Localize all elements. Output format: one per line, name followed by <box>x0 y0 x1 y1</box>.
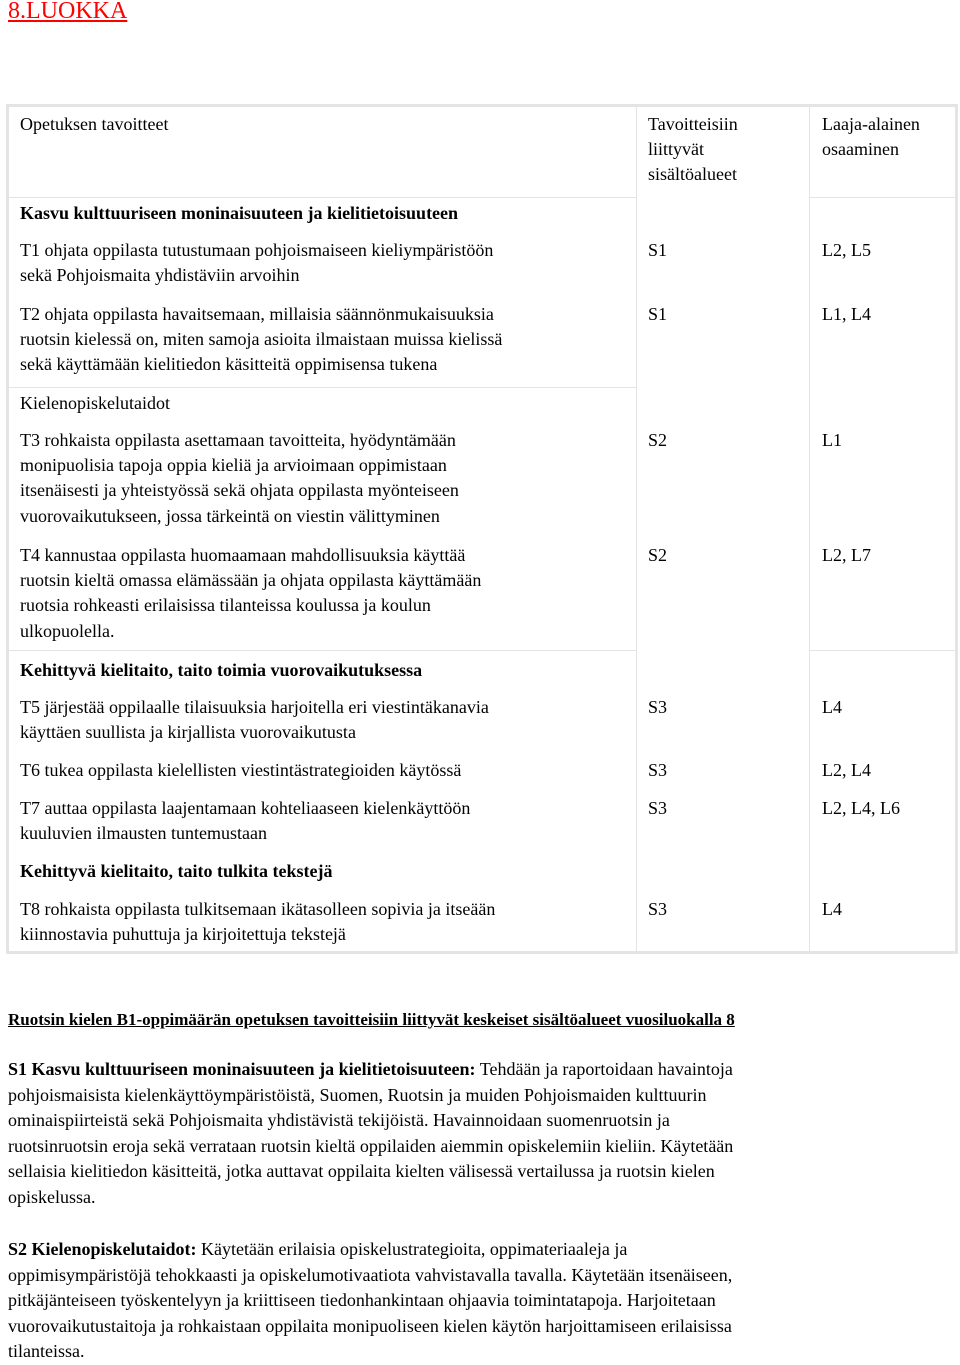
goal-text-line: T1 ohjata oppilasta tutustumaan pohjoismaiseen kieliympäristöön <box>20 240 494 260</box>
row-divider <box>9 387 636 388</box>
goal-text-line: ruotsia rohkeasti erilaisissa tilanteissa koulussa ja koulun <box>20 595 431 615</box>
section-heading-row: Kasvu kulttuuriseen moninaisuuteen ja kielitietoisuuteen <box>20 203 459 223</box>
row-divider <box>9 650 636 651</box>
goal-text-line: vuorovaikutukseen, jossa tärkeintä on viestin välittyminen <box>20 506 440 526</box>
content-area-code: S3 <box>648 899 668 919</box>
row-divider <box>9 197 636 198</box>
competence-codes: L1, L4 <box>822 304 871 324</box>
content-area-code: S1 <box>648 240 668 260</box>
paragraph-line: ominaispiirteistä sekä Pohjoismaita yhdistävistä tekijöistä. Havainnoidaan suomenruotsin ja <box>8 1110 670 1130</box>
column-divider <box>809 107 810 951</box>
paragraph-line: tilanteissa. <box>8 1341 85 1361</box>
paragraph-line: oppimisympäristöjä tehokkaasti ja opiskelumotivaatiota vahvistavalla tavalla. Käytetään itsenäiseen, <box>8 1264 733 1285</box>
goal-text-line: kiinnostavia puhuttuja ja kirjoitettuja tekstejä <box>20 924 346 944</box>
header-content-areas-line: sisältöalueet <box>648 164 737 184</box>
goal-text-line: ruotsin kielessä on, miten samoja asioita ilmaistaan muissa kielissä <box>20 329 503 349</box>
header-content-areas-line: Tavoitteisiin <box>648 114 738 134</box>
row-divider <box>809 650 958 651</box>
goal-text-line: T6 tukea oppilasta kielellisten viestintästrategioiden käytössä <box>20 760 462 780</box>
competence-codes: L4 <box>822 697 842 717</box>
goal-text-line: sekä Pohjoismaita yhdistäviin arvoihin <box>20 265 300 285</box>
competence-codes: L2, L4, L6 <box>822 798 900 818</box>
paragraph-line: vuorovaikutustaitoja ja rohkaistaan oppilaita monipuoliseen kielen käytön harjoittamiseen erilaisissa <box>8 1315 732 1336</box>
section-heading-row: Kehittyvä kielitaito, taito toimia vuorovaikutuksessa <box>20 660 423 680</box>
goal-text-line: T3 rohkaista oppilasta asettamaan tavoitteita, hyödyntämään <box>20 430 456 450</box>
paragraph-line: sellaisia kielitiedon käsitteitä, jotka auttavat oppilaita kielten välisessä vertailussa ja ruotsin kielen <box>8 1161 715 1181</box>
goal-text-line: T2 ohjata oppilasta havaitsemaan, millaisia säännönmukaisuuksia <box>20 304 494 324</box>
paragraph-line: opiskelussa. <box>8 1186 96 1207</box>
paragraph-line: pitkäjänteiseen työskentelyyn ja kriittiseen tiedonhankintaan ohjaavia toimintatapoja. Harjoitetaan <box>8 1290 716 1310</box>
paragraph-lead: S2 Kielenopiskelutaidot: <box>8 1239 197 1259</box>
section-heading-row: Kielenopiskelutaidot <box>20 393 170 413</box>
content-areas-heading: Ruotsin kielen B1-oppimäärän opetuksen tavoitteisiin liittyvät keskeiset sisältöalueet vuosiluokalla 8 <box>8 1010 735 1029</box>
paragraph-line: Käytetään erilaisia opiskelustrategioita, oppimateriaaleja ja <box>196 1239 628 1259</box>
goal-text-line: monipuolisia tapoja oppia kieliä ja arvioimaan oppimistaan <box>20 455 447 475</box>
content-area-code: S2 <box>648 430 668 450</box>
header-competences-line: osaaminen <box>822 139 899 159</box>
goal-text-line: T5 järjestää oppilaalle tilaisuuksia harjoitella eri viestintäkanavia <box>20 697 489 717</box>
content-area-code: S3 <box>648 697 668 717</box>
competence-codes: L2, L7 <box>822 545 871 565</box>
goal-text-line: käyttäen suullista ja kirjallista vuorovaikutusta <box>20 722 356 742</box>
header-content-areas-line: liittyvät <box>648 139 704 159</box>
competence-codes: L1 <box>822 430 842 450</box>
goal-text-line: kuuluvien ilmausten tuntemustaan <box>20 823 267 843</box>
paragraph-lead: S1 Kasvu kulttuuriseen moninaisuuteen ja kielitietoisuuteen: <box>8 1059 476 1079</box>
goal-text-line: itsenäisesti ja yhteistyössä sekä ohjata oppilasta myönteiseen <box>20 480 459 500</box>
header-goals: Opetuksen tavoitteet <box>20 114 169 134</box>
column-divider <box>636 107 637 951</box>
goal-text-line: T4 kannustaa oppilasta huomaamaan mahdollisuuksia käyttää <box>20 545 466 565</box>
goal-text-line: ulkopuolella. <box>20 621 115 641</box>
page-heading: 8.LUOKKA <box>8 0 128 24</box>
content-area-code: S3 <box>648 798 668 818</box>
goal-text-line: ruotsin kieltä omassa elämässään ja ohjata oppilasta käyttämään <box>20 570 482 590</box>
section-heading-row: Kehittyvä kielitaito, taito tulkita tekstejä <box>20 861 333 881</box>
paragraph-line: ruotsinruotsin eroja sekä verrataan ruotsin kieltä oppilaiden aiemmin opiskelemiin kieliin. Käytetään <box>8 1135 734 1156</box>
content-area-code: S2 <box>648 545 668 565</box>
header-competences-line: Laaja-alainen <box>822 114 920 134</box>
row-divider <box>809 197 958 198</box>
competence-codes: L4 <box>822 899 842 919</box>
content-area-code: S3 <box>648 760 668 780</box>
goal-text-line: T8 rohkaista oppilasta tulkitsemaan ikätasolleen sopivia ja itseään <box>20 899 496 919</box>
content-area-code: S1 <box>648 304 668 324</box>
competence-codes: L2, L5 <box>822 240 871 260</box>
goal-text-line: sekä käyttämään kielitiedon käsitteitä oppimisensa tukena <box>20 354 438 374</box>
paragraph-line: Tehdään ja raportoidaan havaintoja <box>475 1059 733 1079</box>
content-area-paragraph <box>8 1057 938 1210</box>
goal-text-line: T7 auttaa oppilasta laajentamaan kohteliaaseen kielenkäyttöön <box>20 798 471 818</box>
content-area-paragraph <box>8 1237 938 1365</box>
competence-codes: L2, L4 <box>822 760 871 780</box>
paragraph-line: pohjoismaisista kielenkäyttöympäristöistä, Suomen, Ruotsin ja muiden Pohjoismaiden kulttuurin <box>8 1084 707 1105</box>
